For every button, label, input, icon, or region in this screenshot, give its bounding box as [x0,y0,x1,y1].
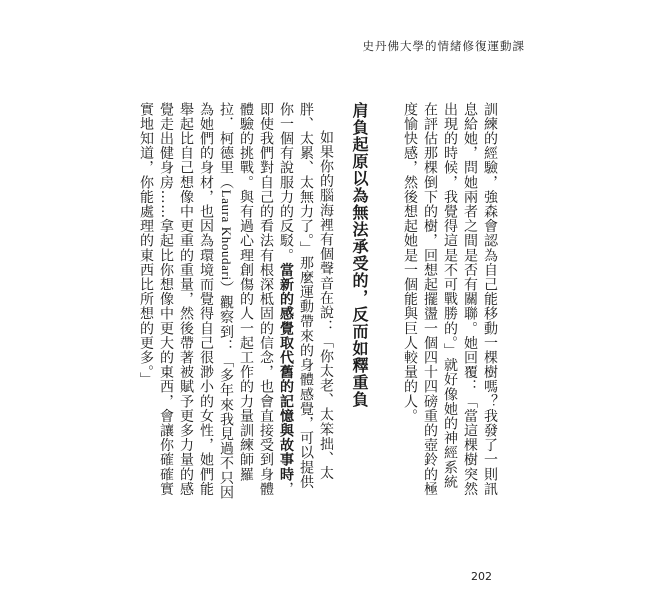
paragraph-2 [136,102,336,500]
paragraph-2-text-b: ，即使我們對自己的看法有根深柢固的信念，也會直接受到身體體驗的挑戰。與有過心理創傷的人一起工作的力量訓練師羅拉．柯德里（ [218,102,294,497]
paragraph-2-bold: 當新的感覺取代舊的記憶與故事時 [278,262,294,482]
section-heading: 肩負起原以為無法承受的，反而如釋重負 [350,102,369,408]
paragraph-2-latin-name: Laura Khoudari [219,189,234,281]
paragraph-1-text: 訓練的經驗，強森會認為自己能移動一棵樹嗎？我發了一則訊息給她，問她兩者之間是否有關聯。她回覆：「當這棵樹突然出現的時候，我覺得這是不可戰勝的。」就好像她的神經系統在評估那棵倒下的樹，回想起擺盪一個四十四磅重的壺鈴的極度愉快感，然後想起她是一個能與巨人較量的人。 [402,102,498,497]
page-number: 202 [471,570,492,583]
paragraph-2-text-c: ）觀察到：「多年來我見過不只因為她們的身材，也因為環境而覺得自己很渺小的女性，她們能舉起比自己想像中更重的重量，然後帶著被賦予更多力量的感覺走出健身房……拿起比你想像中更大的東西，會讓你確確實實地知道，你能處理的東西比所想的更多。」 [138,102,234,500]
paragraph-2-text-a: 如果你的腦海裡有個聲音在說：「你太老、太笨拙、太胖、太累、太無力了。」那麼運動帶來的身體感覺，可以提供你一個有說服力的反駁。 [278,102,334,490]
vertical-text-block [138,102,500,500]
running-head: 史丹佛大學的情緒修復運動課 [362,39,525,53]
paragraph-1 [400,102,500,500]
